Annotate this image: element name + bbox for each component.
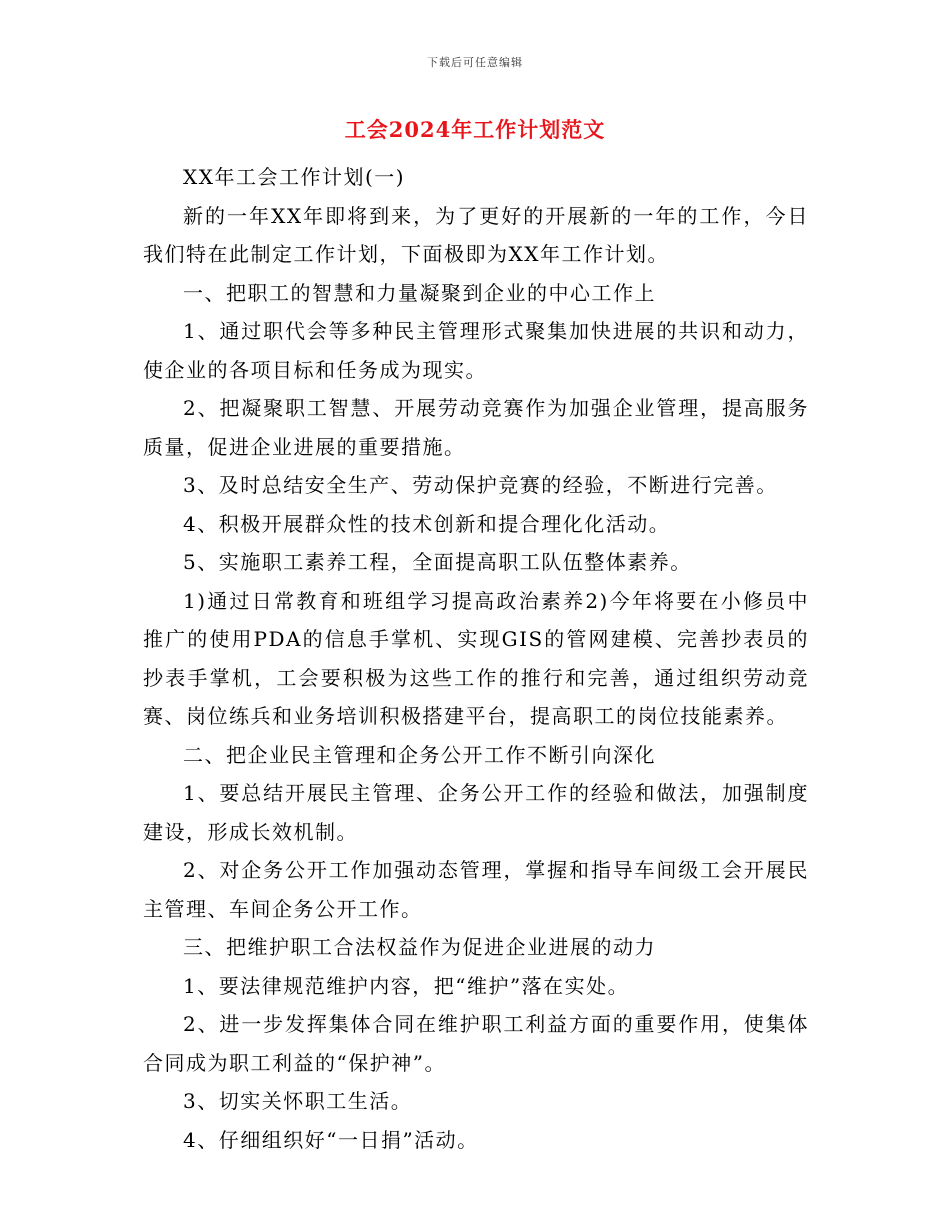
sub-list-paragraph: 1)通过日常教育和班组学习提高政治素养2)今年将要在小修员中推广的使用PDA的信息手掌机、实现GIS的管网建模、完善抄表员的抄表手掌机，工会要积极为这些工作的推行和完善，通过组织劳动竞赛、岗位练兵和业务培训积极搭建平台，提高职工的岗位技能素养。 <box>143 588 809 728</box>
list-item: 4、仔细组织好“一日捐”活动。 <box>183 1127 479 1152</box>
list-item: 2、对企务公开工作加强动态管理，掌握和指导车间级工会开展民主管理、车间企务公开工作。 <box>143 858 809 921</box>
plan-heading: XX年工会工作计划(一) <box>183 165 406 189</box>
list-item: 1、通过职代会等多种民主管理形式聚集加快进展的共识和动力，使企业的各项目标和任务成为现实。 <box>143 319 809 382</box>
section-heading-2: 二、把企业民主管理和企务公开工作不断引向深化 <box>183 742 656 767</box>
list-item: 1、要总结开展民主管理、企务公开工作的经验和做法，加强制度建设，形成长效机制。 <box>143 781 809 844</box>
list-item: 2、把凝聚职工智慧、开展劳动竞赛作为加强企业管理，提高服务质量，促进企业进展的重要措施。 <box>143 396 809 459</box>
list-item: 3、切实关怀职工生活。 <box>183 1089 413 1113</box>
section-heading-3: 三、把维护职工合法权益作为促进企业进展的动力 <box>183 935 656 959</box>
document-title: 工会2024年工作计划范文 <box>344 117 606 142</box>
section-heading-1: 一、把职工的智慧和力量凝聚到企业的中心工作上 <box>183 280 656 305</box>
intro-paragraph: 新的一年XX年即将到来，为了更好的开展新的一年的工作，今日我们特在此制定工作计划，下面极即为XX年工作计划。 <box>143 203 809 266</box>
list-item: 3、及时总结安全生产、劳动保护竞赛的经验，不断进行完善。 <box>183 473 778 497</box>
list-item: 1、要法律规范维护内容，把“维护”落在实处。 <box>183 973 630 998</box>
document-body <box>143 158 809 1159</box>
list-item: 4、积极开展群众性的技术创新和提合理化化活动。 <box>183 511 671 536</box>
list-item: 2、进一步发挥集体合同在维护职工利益方面的重要作用，使集体合同成为职工利益的“保护神”。 <box>143 1012 809 1075</box>
header-note: 下载后可任意编辑 <box>427 56 523 69</box>
list-item: 5、实施职工素养工程，全面提高职工队伍整体素养。 <box>183 550 692 574</box>
